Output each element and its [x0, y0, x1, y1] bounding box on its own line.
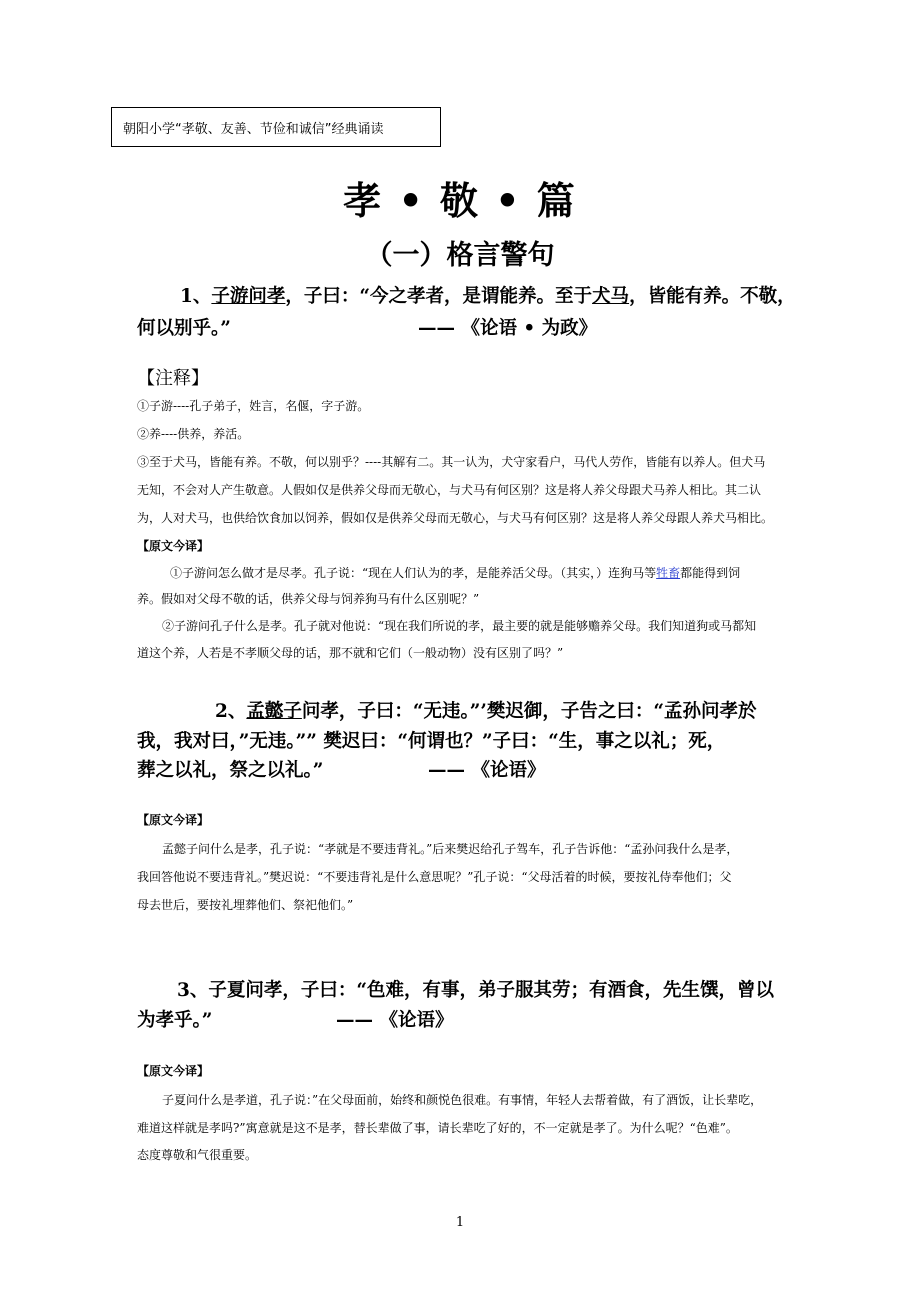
- translation1-p2a: ②子游问孔子什么是孝。孔子就对他说：“现在我们所说的孝，最主要的就是能够赡养父母。我们知道狗或马都知: [162, 619, 757, 633]
- translation1-p1a: [170, 564, 740, 581]
- translation1-p1a-pre: ①子游问怎么做才是尽孝。孔子说：“现在人们认为的孝，是能养活父母。（其实，）连狗马等: [170, 566, 657, 580]
- page-title: 孝 • 敬 • 篇: [343, 178, 577, 223]
- item1-mid: ，子曰：“今之孝者，是谓能养。至于: [285, 286, 593, 307]
- item3-line2: 为孝乎。”: [137, 1010, 213, 1031]
- translation2-a: 孟懿子问什么是孝，孔子说：“孝就是不要违背礼。”后来樊迟给孔子驾车，孔子告诉他：“孟孙问我什么是孝，: [162, 842, 739, 856]
- item1-line1: [180, 281, 796, 313]
- item1-animals: 犬马: [592, 286, 630, 307]
- note-3a: ③至于犬马，皆能有养。不敬，何以别乎？----其解有二。其一认为，犬守家看户，马代人劳作，皆能有以养人。但犬马: [137, 455, 766, 469]
- header-text: 朝阳小学“孝敬、友善、节俭和诚信”经典诵读: [123, 122, 384, 137]
- translation1-p1b: 养。假如对父母不敬的话，供养父母与饲养狗马有什么区别呢？”: [137, 592, 480, 606]
- translation1-tag: 【原文今译】: [137, 539, 210, 553]
- item2-source: —— 《论语》: [428, 760, 546, 781]
- item2-rest1: 问孝，子曰：“无违。”’樊迟御，子告之曰：“孟孙问孝於: [301, 701, 757, 722]
- item1-name: 子游问孝: [211, 286, 286, 307]
- note-3c: 为，人对犬马，也供给饮食加以饲养，假如仅是供养父母而无敬心，与犬马有何区别？这是将人养父母跟人养犬马相比。: [137, 511, 774, 525]
- item1-source: —— 《论语 • 为政》: [418, 318, 598, 339]
- item2-line1: [215, 696, 757, 728]
- notes-heading: 【注释】: [137, 368, 209, 389]
- note-3b: 无知，不会对人产生敬意。人假如仅是供养父母而无敬心，与犬马有何区别？这是将人养父母跟犬马养人相比。其二认: [137, 483, 762, 497]
- note-1: ①子游----孔子弟子，姓言，名偃，字子游。: [137, 399, 370, 413]
- translation3-a: 子夏问什么是孝道，孔子说：”在父母面前，始终和颜悦色很难。有事情，年轻人去帮着做，有了酒饭，让长辈吃，: [162, 1093, 763, 1107]
- translation1-p1a-post: 都能得到饲: [680, 566, 741, 580]
- translation1-p2b: 道这个养，人若是不孝顺父母的话，那不就和它们（一般动物）没有区别了吗？”: [137, 646, 564, 660]
- translation3-c: 态度尊敬和气很重要。: [137, 1148, 258, 1162]
- page-number: 1: [455, 1215, 465, 1230]
- item1-line2: 何以别乎。”: [137, 318, 231, 339]
- item2-line2: 我，我对曰，”无违。”” 樊迟曰：“何谓也？”子曰：“生，事之以礼；死，: [137, 731, 726, 752]
- item2-line3: 葬之以礼，祭之以礼。”: [137, 760, 324, 781]
- item3-source: —— 《论语》: [336, 1010, 454, 1031]
- translation2-c: 母去世后，要按礼埋葬他们、祭祀他们。”: [137, 898, 354, 912]
- note-2: ②养----供养，养活。: [137, 427, 250, 441]
- translation2-tag: 【原文今译】: [137, 813, 210, 827]
- translation3-tag: 【原文今译】: [137, 1064, 210, 1078]
- translation2-b: 我回答他说不要违背礼。”樊迟说：“不要违背礼是什么意思呢？”孔子说：“父母活着的时候，要按礼侍奉他们；父: [137, 870, 732, 884]
- item2-name: 孟懿子: [246, 701, 302, 722]
- livestock-link[interactable]: 牲畜: [656, 566, 681, 580]
- translation3-b: 难道这样就是孝吗?”寓意就是这不是孝，替长辈做了事，请长辈吃了好的，不一定就是孝了。为什么呢？“色难”。: [137, 1121, 738, 1135]
- item3-line1: 3、子夏问孝，子曰：“色难，有事，弟子服其劳；有酒食，先生馔，曾以: [177, 980, 775, 1001]
- section-title: （一）格言警句: [365, 240, 555, 271]
- item2-prefix: 2、: [215, 701, 247, 722]
- item1-prefix: 1、: [180, 286, 212, 307]
- item1-end: ，皆能有养。不敬，: [629, 286, 796, 307]
